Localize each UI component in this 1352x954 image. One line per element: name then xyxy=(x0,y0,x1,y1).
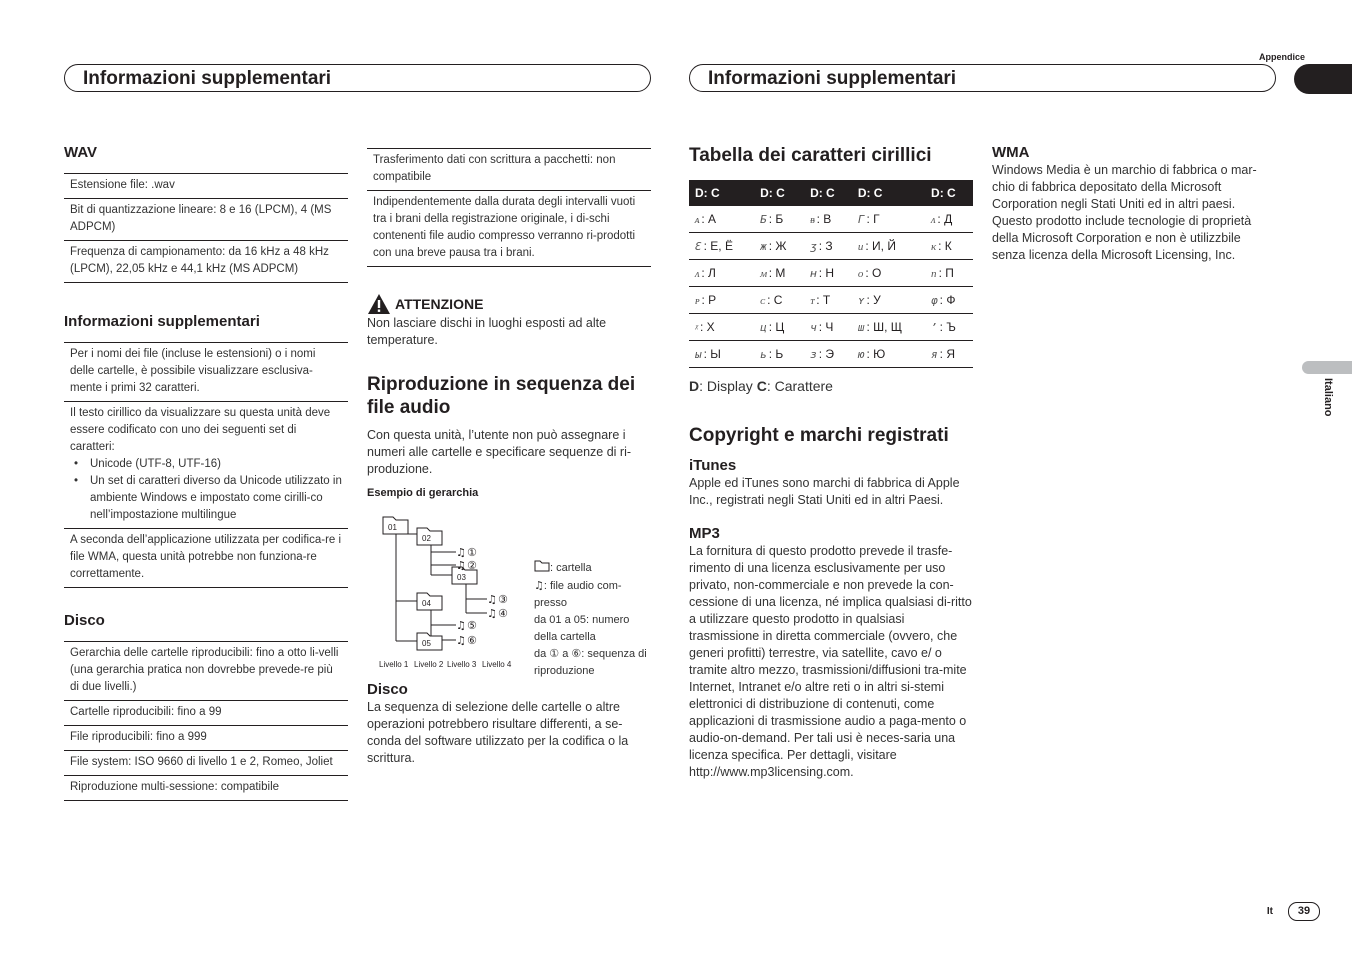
table-row xyxy=(689,206,973,233)
table-cell xyxy=(925,287,973,314)
music-note-icon: ♫ xyxy=(456,546,466,559)
table-row: A seconda dell’applicazione utilizzata per codifica-re i file WMA, questa unità potrebbe non funziona-re correttamente. xyxy=(64,528,348,587)
display-glyph: ᴧ xyxy=(931,213,936,226)
info-title: Informazioni supplementari xyxy=(64,313,260,330)
legend-sequence: da ① a ⑥: sequenza di riproduzione xyxy=(534,648,647,677)
header-left-title: Informazioni supplementari xyxy=(83,68,332,89)
table-row: Frequenza di campionamento: da 16 kHz a 48 kHz (LPCM), 22,05 kHz e 44,1 kHz (MS ADPCM) xyxy=(64,240,348,282)
wav-title: WAV xyxy=(64,144,98,161)
display-glyph: ʼ xyxy=(931,321,938,334)
table-cell xyxy=(925,260,973,287)
music-note-icon: ♫ xyxy=(456,619,466,632)
cyrillic-table-title: Tabella dei caratteri cirillici xyxy=(689,145,932,166)
character-label: : У xyxy=(866,293,881,307)
sequence-text: Con questa unità, l’utente non può assegnare i numeri alle cartelle e specificare sequenze di ri-produzione. xyxy=(367,428,632,476)
column-header: D: C xyxy=(754,180,804,206)
header-right-title: Informazioni supplementari xyxy=(708,68,957,89)
character-label: : С xyxy=(767,293,783,307)
table-cell xyxy=(689,233,754,260)
table-row: Indipendentemente dalla durata degli intervalli vuoti tra i brani della registrazione originale, i di-schi contenenti file audio compresso verranno ri-prodotti con una breve pausa tra i brani. xyxy=(367,190,651,266)
table-row: Riproduzione multi-sessione: compatibile xyxy=(64,775,348,800)
diagram-legend xyxy=(534,560,651,680)
table-cell xyxy=(754,233,804,260)
language-tab-marker xyxy=(1302,361,1352,374)
table-legend: D: Display C: Carattere xyxy=(689,378,833,394)
display-glyph: Г xyxy=(857,213,865,226)
file-number: ④ xyxy=(498,607,508,620)
music-note-icon: ♫ xyxy=(534,579,544,592)
table-cell xyxy=(925,314,973,341)
display-glyph: Ɛ xyxy=(695,240,702,253)
character-label: : Ж xyxy=(768,239,787,253)
folder-tree-diagram xyxy=(367,503,537,673)
display-glyph: ж xyxy=(760,240,767,253)
table-row xyxy=(64,401,348,528)
character-label: : Ф xyxy=(939,293,956,307)
table-cell xyxy=(804,206,852,233)
example-title: Esempio di gerarchia xyxy=(367,487,479,499)
table-cell xyxy=(689,341,754,368)
column-header: D: C xyxy=(804,180,852,206)
table-cell xyxy=(689,287,754,314)
character-label: : Б xyxy=(768,212,784,226)
caution-heading xyxy=(367,293,651,315)
display-glyph: ш xyxy=(857,321,865,334)
display-glyph: ᴀ xyxy=(695,213,700,226)
display-glyph: φ xyxy=(931,294,938,307)
info-row2-text: Il testo cirillico da visualizzare su questa unità deve essere codificato con uno dei seguenti set di caratteri: xyxy=(70,407,331,453)
table-row: Bit di quantizzazione lineare: 8 e 16 (LPCM), 4 (MS ADPCM) xyxy=(64,198,348,240)
table-cell xyxy=(689,314,754,341)
display-glyph: ᴎ xyxy=(857,240,864,253)
table-cell xyxy=(852,233,925,260)
legend-range: da 01 a 05: numero della cartella xyxy=(534,614,630,643)
character-label: : Д xyxy=(937,212,953,226)
folder-label: 02 xyxy=(422,534,431,543)
table-row xyxy=(689,287,973,314)
character-label: : И, Й xyxy=(865,239,896,253)
table-cell xyxy=(852,260,925,287)
file-number: ⑤ xyxy=(467,619,477,632)
wma-title: WMA xyxy=(992,144,1030,161)
display-glyph: ɜ xyxy=(810,348,817,361)
list-item: • Un set di caratteri diverso da Unicode utilizzato in ambiente Windows e impostato come cirilli-co nell’impostazione multilingue xyxy=(90,473,342,524)
folder-label: 04 xyxy=(422,599,431,608)
display-glyph: ы xyxy=(695,348,702,361)
table-cell xyxy=(804,341,852,368)
disco-title: Disco xyxy=(64,612,105,629)
column-4 xyxy=(992,144,1276,264)
character-label: : Х xyxy=(699,320,715,334)
character-label: : О xyxy=(865,266,882,280)
page-number: 39 xyxy=(1288,902,1320,921)
character-label: : Р xyxy=(701,293,717,307)
file-number: ① xyxy=(467,546,477,559)
table-cell xyxy=(754,260,804,287)
warning-icon xyxy=(367,293,391,315)
copyright-title: Copyright e marchi registrati xyxy=(689,425,949,446)
table-row: Trasferimento dati con scrittura a pacchetti: non compatibile xyxy=(373,154,616,183)
table-cell xyxy=(852,206,925,233)
display-glyph: Ƃ xyxy=(760,213,767,226)
table-row: Per i nomi dei file (incluse le estensioni) o i nomi delle cartelle, è possibile visualizzare esclusiva-mente i primi 32 caratteri. xyxy=(70,348,316,394)
character-label: : Г xyxy=(866,212,880,226)
character-label: : Ш, Щ xyxy=(866,320,903,334)
file-number: ③ xyxy=(498,593,508,606)
character-label: : П xyxy=(938,266,954,280)
page-language-code: It xyxy=(1266,906,1273,917)
legend-folder: : cartella xyxy=(534,560,651,577)
display-glyph: ч xyxy=(810,321,817,334)
table-row: File system: ISO 9660 di livello 1 e 2, Romeo, Joliet xyxy=(64,750,348,775)
table-cell xyxy=(754,341,804,368)
table-row: Estensione file: .wav xyxy=(70,179,175,191)
music-note-icon: ♫ xyxy=(456,634,466,647)
music-note-icon: ♫ xyxy=(487,607,497,620)
display-glyph: ᴧ xyxy=(695,267,700,280)
table-row xyxy=(689,314,973,341)
header-left xyxy=(64,64,651,92)
mp3-title: MP3 xyxy=(689,525,720,542)
disc-notes-table xyxy=(367,148,651,267)
table-cell xyxy=(754,206,804,233)
display-glyph: ᴘ xyxy=(695,294,700,307)
character-label: : А xyxy=(701,212,717,226)
disco-table xyxy=(64,641,348,801)
character-label: : Э xyxy=(818,347,834,361)
table-cell xyxy=(754,314,804,341)
language-tab: Italiano xyxy=(1322,378,1334,417)
character-label: : Т xyxy=(816,293,831,307)
folder-label: 03 xyxy=(457,573,466,582)
table-row xyxy=(689,260,973,287)
file-number: ⑥ xyxy=(467,634,477,647)
cyrillic-table-body xyxy=(689,206,973,368)
wav-table xyxy=(64,173,348,283)
table-cell xyxy=(852,314,925,341)
cyrillic-table xyxy=(689,180,973,368)
display-glyph: ᴋ xyxy=(931,240,937,253)
character-label: : В xyxy=(816,212,832,226)
table-cell xyxy=(754,287,804,314)
column-2 xyxy=(367,148,651,767)
character-label: : Ц xyxy=(768,320,785,334)
table-cell xyxy=(804,314,852,341)
column-1 xyxy=(64,144,348,823)
column-header: D: C xyxy=(689,180,754,206)
info-table xyxy=(64,342,348,588)
display-glyph: ʏ xyxy=(857,294,865,307)
display-glyph: ц xyxy=(760,321,767,334)
character-label: : З xyxy=(818,239,833,253)
display-glyph: ʒ xyxy=(810,240,817,253)
character-label: : Ю xyxy=(866,347,886,361)
caution-text: Non lasciare dischi in luoghi esposti ad alte temperature. xyxy=(367,316,607,347)
display-glyph: ᴄ xyxy=(760,294,766,307)
header-right xyxy=(689,64,1276,92)
table-cell xyxy=(925,233,973,260)
character-label: : Ь xyxy=(768,347,784,361)
character-label: : Н xyxy=(818,266,835,280)
display-glyph: ю xyxy=(857,348,865,361)
character-label: : Ы xyxy=(703,347,721,361)
legend-file: ♫: file audio com-presso xyxy=(534,579,622,609)
table-cell xyxy=(689,260,754,287)
character-label: : К xyxy=(938,239,952,253)
section-label: Appendice xyxy=(1258,52,1305,62)
charset-list xyxy=(70,456,342,524)
caution-title: ATTENZIONE xyxy=(395,296,484,312)
character-label: : Е, Ё xyxy=(703,239,733,253)
column-header: D: C xyxy=(925,180,973,206)
itunes-text: Apple ed iTunes sono marchi di fabbrica di Apple Inc., registrati negli Stati Uniti ed in altri Paesi. xyxy=(689,476,960,507)
display-glyph: ᴍ xyxy=(760,267,767,280)
display-glyph: ᴨ xyxy=(931,267,937,280)
table-row: Cartelle riproducibili: fino a 99 xyxy=(64,700,348,725)
table-cell xyxy=(925,206,973,233)
display-glyph: ᴏ xyxy=(857,267,864,280)
folder-label: 01 xyxy=(388,523,397,532)
character-label: : Я xyxy=(939,347,955,361)
itunes-title: iTunes xyxy=(689,457,737,474)
level-label: Livello 1 xyxy=(379,660,409,669)
hierarchy-diagram xyxy=(367,503,651,683)
table-cell xyxy=(852,287,925,314)
section-tab xyxy=(1294,64,1352,94)
music-note-icon: ♫ xyxy=(487,593,497,606)
character-label: : М xyxy=(768,266,786,280)
table-row xyxy=(689,233,973,260)
table-header-row xyxy=(689,180,973,206)
level-label: Livello 2 xyxy=(414,660,444,669)
column-3 xyxy=(689,144,973,781)
character-label: : Ч xyxy=(818,320,834,334)
display-glyph: ᴃ xyxy=(810,213,815,226)
display-glyph: ʜ xyxy=(810,267,817,280)
disco-text: La sequenza di selezione delle cartelle o altre operazioni potrebbero risultare differenti, a se-conda del software utilizzato per la codifica o la scrittura. xyxy=(367,700,629,765)
file-number: ② xyxy=(467,559,477,572)
character-label: : Ъ xyxy=(939,320,956,334)
table-cell xyxy=(804,233,852,260)
column-header: D: C xyxy=(852,180,925,206)
table-row xyxy=(689,341,973,368)
folder-icon xyxy=(534,560,550,572)
table-cell xyxy=(925,341,973,368)
table-cell xyxy=(852,341,925,368)
table-cell xyxy=(689,206,754,233)
folder-label: 05 xyxy=(422,639,431,648)
table-cell xyxy=(804,287,852,314)
display-glyph: ᴛ xyxy=(810,294,815,307)
level-label: Livello 3 xyxy=(447,660,477,669)
table-row: Gerarchia delle cartelle riproducibili: fino a otto li-velli (una gerarchia pratica non dovrebbe prevede-re più di due livelli.) xyxy=(70,647,339,693)
mp3-text: La fornitura di questo prodotto prevede il trasfe-rimento di una licenza esclusivamente per uso privato, non-commerciale e non prevede la con-cessione di una licenza, né implica qualsiasi di-ritto a utilizzare questo prodotto in qualsiasi trasmissione in diretta commerciale (ovvero, che generi profitti) terrestre, via satellite, cavo e/ o tramite altro mezzo, trasmissioni/diffusioni tra-mite Internet, Intranet e/o altre reti o in altri si-stemi elettronici di distribuzione di contenuti, come applicazioni di trasmissione audio a paga-mento o audio-on-demand. Per tali usi è neces-saria una licenza specifica. Per dettagli, visitare http://www.mp3licensing.com. xyxy=(689,544,972,779)
display-glyph: ᵡ xyxy=(695,321,698,334)
character-label: : Л xyxy=(701,266,716,280)
table-cell xyxy=(804,260,852,287)
music-note-icon: ♫ xyxy=(456,559,466,572)
level-label: Livello 4 xyxy=(482,660,512,669)
table-row: File riproducibili: fino a 999 xyxy=(64,725,348,750)
display-glyph: ь xyxy=(760,348,767,361)
sequence-title: Riproduzione in sequenza dei file audio xyxy=(367,374,636,418)
disco-subtitle: Disco xyxy=(367,681,408,698)
wma-text: Windows Media è un marchio di fabbrica o mar-chio di fabbrica depositato della Microsoft Corporation negli Stati Uniti ed in altri paesi. Questo prodotto include tecnologie di proprietà della Microsoft Corporation e non è utilizzbile senza licenza della Microsoft Licensing, Inc. xyxy=(992,163,1257,262)
list-item: • Unicode (UTF-8, UTF-16) xyxy=(90,456,342,473)
display-glyph: я xyxy=(931,348,938,361)
